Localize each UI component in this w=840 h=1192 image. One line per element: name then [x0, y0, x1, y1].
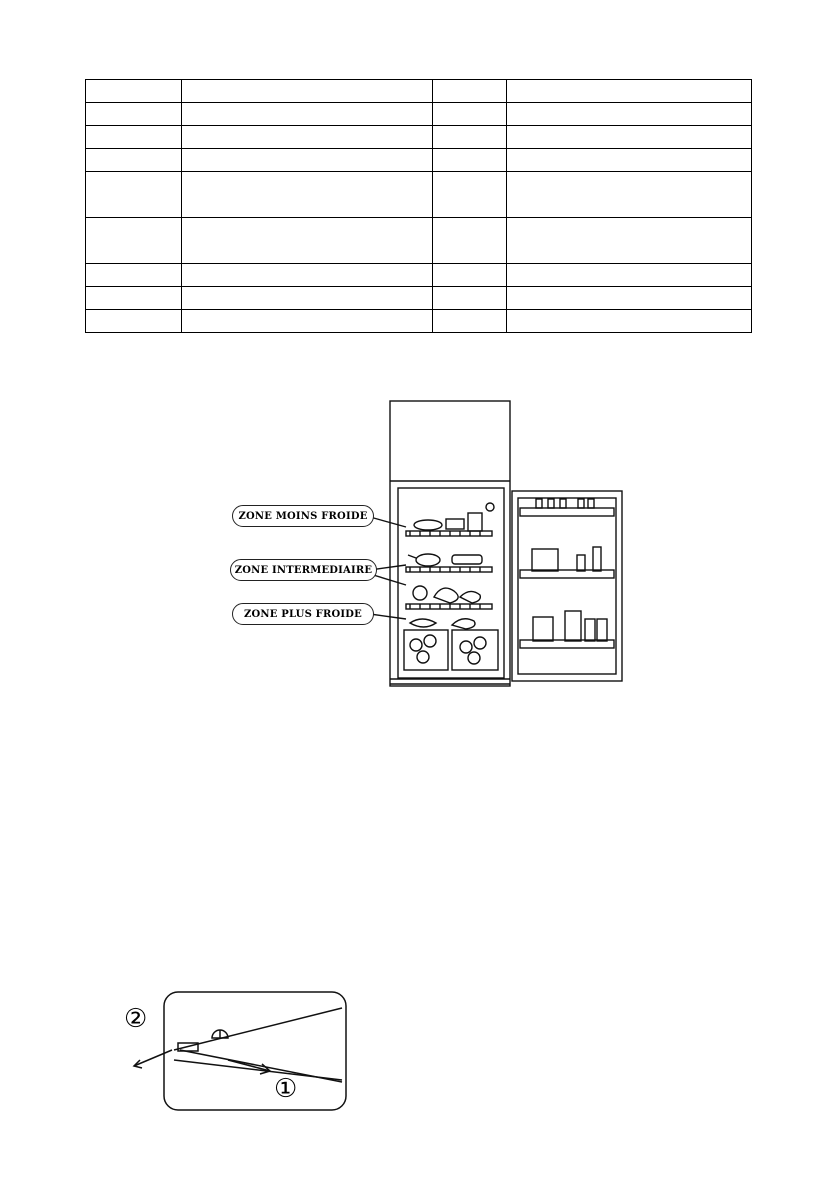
table-cell	[433, 310, 507, 333]
shelf-removal-illustration	[120, 988, 350, 1113]
table-row	[86, 103, 752, 126]
table-cell	[507, 264, 752, 287]
table-cell	[181, 310, 433, 333]
table-cell	[507, 218, 752, 264]
table-cell	[507, 80, 752, 103]
zone-label-coldest: ZONE PLUS FROIDE	[232, 603, 374, 625]
table-cell	[181, 80, 433, 103]
table-cell	[433, 218, 507, 264]
table-cell	[181, 103, 433, 126]
table-cell	[86, 103, 182, 126]
table-cell	[181, 172, 433, 218]
table-cell	[181, 287, 433, 310]
table-row	[86, 126, 752, 149]
table-cell	[507, 287, 752, 310]
table-cell	[181, 218, 433, 264]
table-cell	[507, 149, 752, 172]
table-cell	[86, 80, 182, 103]
table-cell	[86, 310, 182, 333]
table-row	[86, 218, 752, 264]
table-cell	[507, 310, 752, 333]
table-cell	[181, 126, 433, 149]
step-1-marker: ①	[274, 1074, 298, 1104]
table-cell	[507, 103, 752, 126]
shelf-drawing	[120, 988, 350, 1113]
table-cell	[433, 287, 507, 310]
fridge-drawing	[220, 395, 640, 695]
table-body	[86, 80, 752, 333]
table-cell	[433, 172, 507, 218]
zone-label-intermediate: ZONE INTERMEDIAIRE	[230, 559, 377, 581]
zone-label-less-cold: ZONE MOINS FROIDE	[232, 505, 374, 527]
table-cell	[507, 172, 752, 218]
empty-table	[85, 79, 752, 333]
table-row	[86, 287, 752, 310]
table-cell	[433, 126, 507, 149]
fridge-illustration	[220, 395, 640, 695]
table-cell	[86, 126, 182, 149]
table-cell	[86, 287, 182, 310]
table-row	[86, 264, 752, 287]
table-row	[86, 310, 752, 333]
table-cell	[86, 172, 182, 218]
table-cell	[86, 264, 182, 287]
table-cell	[181, 264, 433, 287]
table-row	[86, 172, 752, 218]
table-cell	[181, 149, 433, 172]
table-cell	[507, 126, 752, 149]
step-2-marker: ②	[124, 1004, 148, 1034]
table-cell	[433, 80, 507, 103]
table-row	[86, 80, 752, 103]
table-cell	[433, 149, 507, 172]
table-cell	[433, 103, 507, 126]
table-cell	[433, 264, 507, 287]
table-row	[86, 149, 752, 172]
table-cell	[86, 149, 182, 172]
table-cell	[86, 218, 182, 264]
